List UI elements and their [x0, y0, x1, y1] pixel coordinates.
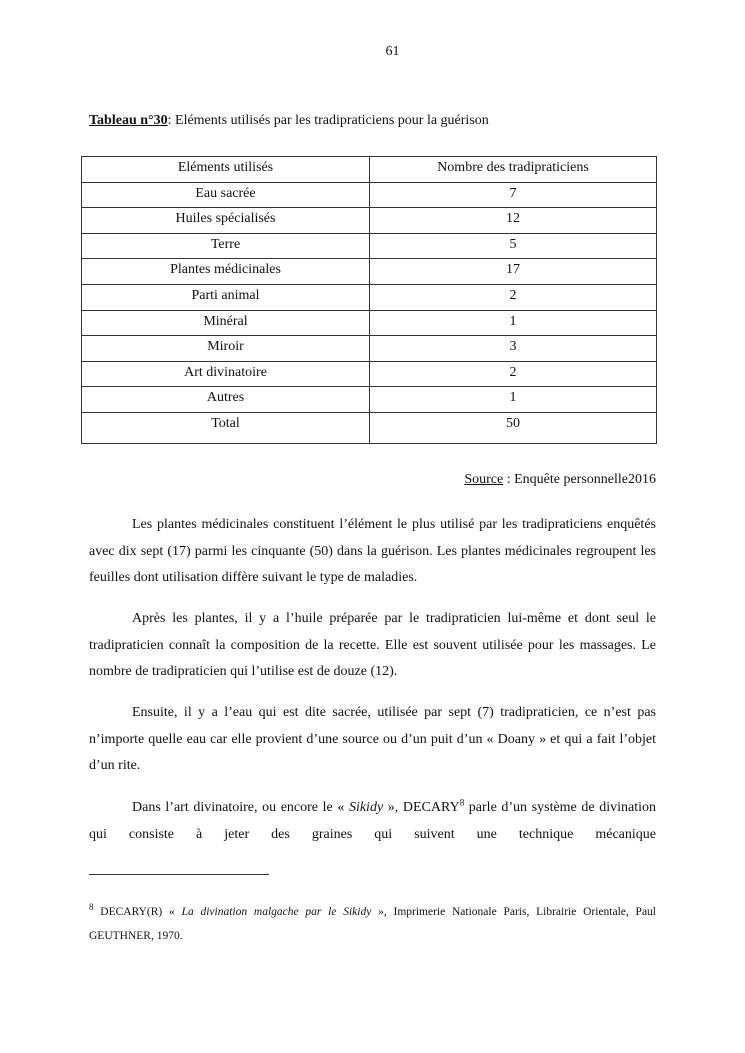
table-row	[82, 310, 657, 336]
paragraph-oil: Après les plantes, il y a l’huile préparée par le tradipraticien lui-même et dont seul le tradipraticien connaît la composition de la recette. Elle est souvent utilisée pour les massages. Le nombre de tradipraticien qui l’utilise est de douze (12).	[89, 611, 656, 679]
table-total-row	[82, 412, 657, 443]
element-cell: Eau sacrée	[82, 182, 370, 208]
paragraph-sacred-water: Ensuite, il y a l’eau qui est dite sacrée, utilisée par sept (7) tradipraticien, ce n’est pas n’importe quelle eau car elle provient d’une source ou d’un puit d’un « Doany » et qui a fait l’objet d’un rite.	[89, 705, 656, 773]
total-label-cell: Total	[82, 412, 370, 443]
count-cell: 1	[370, 387, 657, 413]
count-cell: 2	[370, 361, 657, 387]
count-cell: 1	[370, 310, 657, 336]
column-header-count: Nombre des tradipraticiens	[370, 157, 657, 183]
element-cell: Autres	[82, 387, 370, 413]
data-table	[81, 156, 657, 444]
table-source	[464, 472, 656, 488]
element-cell: Huiles spécialisés	[82, 208, 370, 234]
table-row	[82, 208, 657, 234]
source-label: Source	[464, 472, 504, 487]
footnote-title: La divination malgache par le Sikidy	[181, 906, 372, 918]
sikidy-term: Sikidy	[348, 800, 384, 815]
table-row	[82, 182, 657, 208]
table-header-row	[82, 157, 657, 183]
table-body	[82, 182, 657, 443]
element-cell: Minéral	[82, 310, 370, 336]
element-cell: Art divinatoire	[82, 361, 370, 387]
paragraph-divination	[89, 795, 656, 848]
footnote-reference: 8	[459, 797, 465, 808]
table-row	[82, 233, 657, 259]
count-cell: 7	[370, 182, 657, 208]
footnote-number: 8	[89, 902, 94, 913]
count-cell: 3	[370, 336, 657, 362]
element-cell: Miroir	[82, 336, 370, 362]
table-row	[82, 284, 657, 310]
footnote-separator	[89, 874, 269, 875]
divination-text-middle: », DECARY	[383, 800, 460, 815]
footnote-publisher: », Imprimerie Nationale Paris, Librairie Orientale, Paul GEUTHNER, 1970.	[89, 906, 656, 942]
element-cell: Terre	[82, 233, 370, 259]
table-caption-label: Tableau n°30	[89, 113, 168, 128]
table-caption	[89, 113, 489, 129]
table-row	[82, 361, 657, 387]
table-row	[82, 259, 657, 285]
element-cell: Parti animal	[82, 284, 370, 310]
count-cell: 17	[370, 259, 657, 285]
column-header-elements: Eléments utilisés	[82, 157, 370, 183]
table-caption-text: : Eléments utilisés par les tradipraticiens pour la guérison	[167, 113, 489, 128]
paragraph-plants: Les plantes médicinales constituent l’élément le plus utilisé par les tradipraticiens enquêtés avec dix sept (17) parmi les cinquante (50) dans la guérison. Les plantes médicinales regroupent les feuilles dont utilisation diffère suivant le type de maladies.	[89, 517, 656, 585]
page-number: 61	[385, 44, 400, 59]
count-cell: 12	[370, 208, 657, 234]
footnote	[89, 900, 656, 948]
table-row	[82, 336, 657, 362]
element-cell: Plantes médicinales	[82, 259, 370, 285]
source-text: : Enquête personnelle2016	[503, 472, 656, 487]
count-cell: 2	[370, 284, 657, 310]
total-value-cell: 50	[370, 412, 657, 443]
divination-text-end: parle d’un système de divination qui consiste à jeter des graines qui suivent une technique mécanique	[89, 800, 656, 842]
count-cell: 5	[370, 233, 657, 259]
divination-text-start: Dans l’art divinatoire, ou encore le «	[132, 800, 349, 815]
footnote-author: DECARY(R) «	[93, 906, 182, 918]
table-row	[82, 387, 657, 413]
